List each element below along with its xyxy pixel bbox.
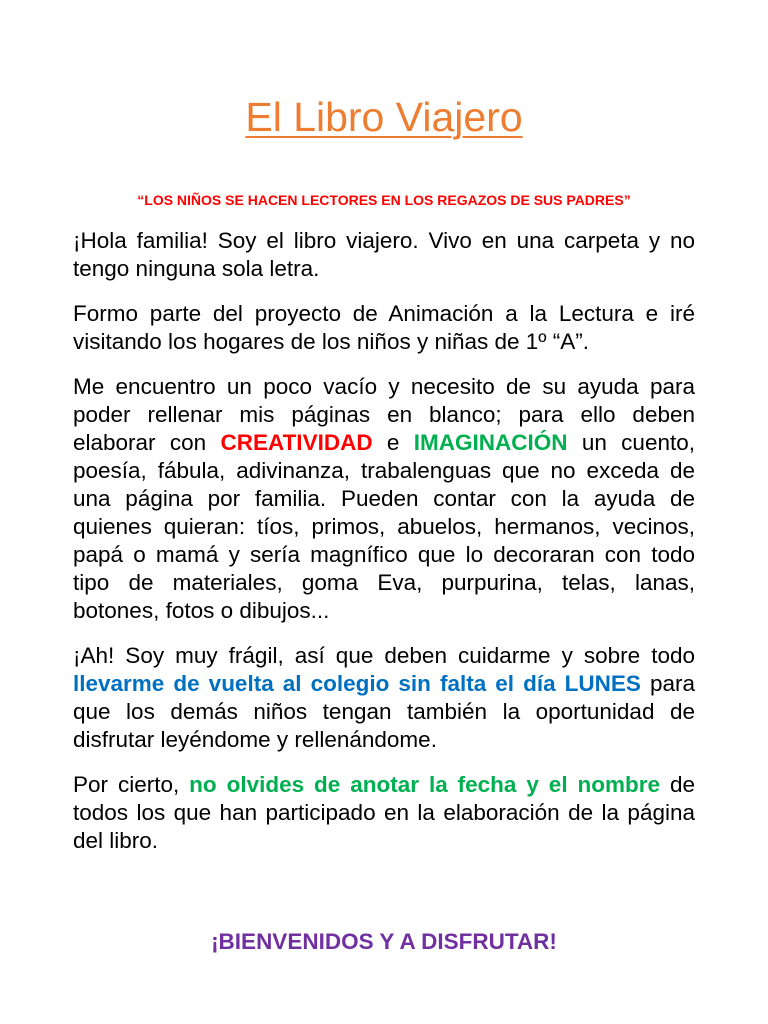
paragraph-care [73, 642, 695, 754]
paragraph-request [73, 373, 695, 625]
date-name-highlight: no olvides de anotar la fecha y el nombre [189, 772, 661, 797]
paragraph-note-text-1: Por cierto, [73, 772, 190, 797]
paragraph-care-text-1: ¡Ah! Soy muy frágil, así que deben cuidarme y sobre todo [73, 643, 695, 668]
paragraph-project: Formo parte del proyecto de Animación a la Lectura e iré visitando los hogares de los niños y niñas de 1º “A”. [73, 301, 695, 354]
document-quote: “LOS NIÑOS SE HACEN LECTORES EN LOS REGAZOS DE SUS PADRES” [137, 192, 631, 208]
paragraph-request-text-2: e [372, 430, 414, 455]
paragraph-request-text-3: un cuento, poesía, fábula, adivinanza, trabalenguas que no exceda de una página por familia. Pueden contar con la ayuda de quienes quieran: tíos, primos, abuelos, hermanos, vecinos, papá o mamá y sería magnífico que lo decoraran con todo tipo de materiales, goma Eva, purpurina, telas, lanas, botones, fotos o dibujos... [73, 430, 695, 623]
return-monday-highlight: llevarme de vuelta al colegio sin falta el día LUNES [73, 671, 641, 696]
document-title: El Libro Viajero [245, 94, 523, 140]
document-body [73, 227, 695, 872]
paragraph-note-text-2: de todos los que han participado en la elaboración de la página del libro. [73, 772, 695, 853]
closing-line: ¡BIENVENIDOS Y A DISFRUTAR! [211, 929, 557, 954]
paragraph-note [73, 771, 695, 855]
paragraph-care-text-2: para que los demás niños tengan también la oportunidad de disfrutar leyéndome y rellenándome. [73, 671, 695, 752]
paragraph-greeting: ¡Hola familia! Soy el libro viajero. Vivo en una carpeta y no tengo ninguna sola letra. [73, 228, 695, 281]
paragraph-request-text-1: Me encuentro un poco vacío y necesito de su ayuda para poder rellenar mis páginas en blanco; para ello deben elaborar con [73, 374, 695, 455]
imaginacion-highlight: IMAGINACIÓN [413, 430, 568, 455]
creatividad-highlight: CREATIVIDAD [220, 430, 373, 455]
